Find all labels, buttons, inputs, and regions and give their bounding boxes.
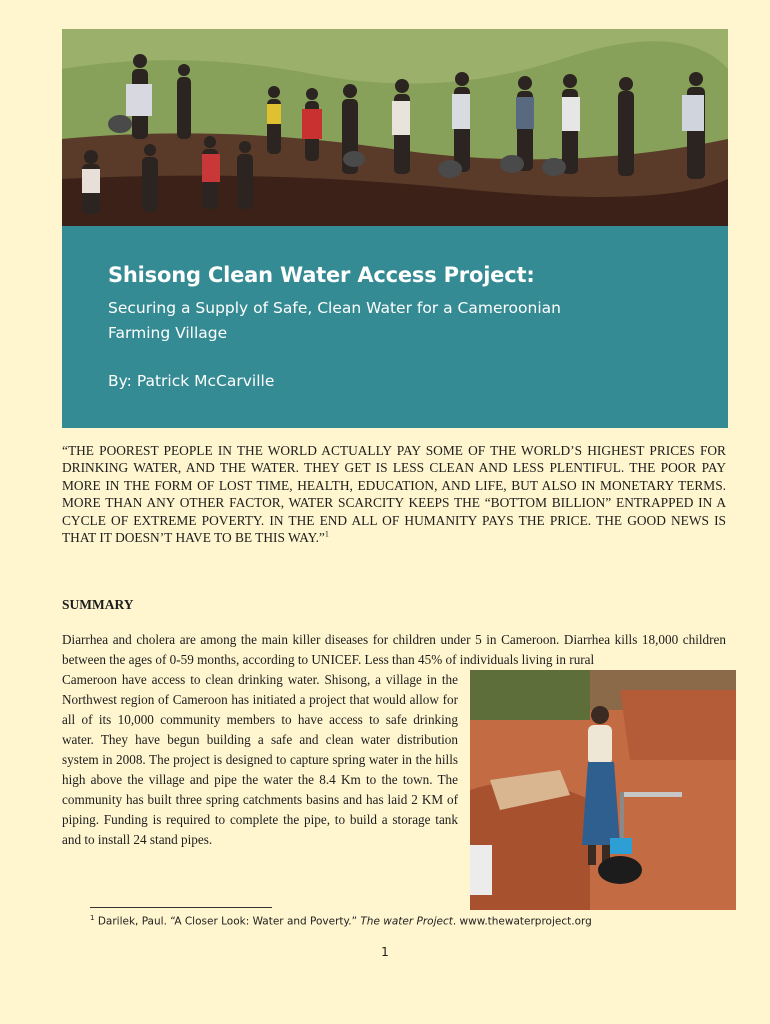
footnote-number: 1 xyxy=(90,914,95,922)
document-title: Shisong Clean Water Access Project: xyxy=(108,263,535,287)
hero-photo-illustration xyxy=(62,29,728,226)
footnote xyxy=(90,914,690,928)
summary-paragraph-top: Diarrhea and cholera are among the main killer diseases for children under 5 in Cameroon. Diarrhea kills 18,000 children between the ages of 0-59 months, according to UNICEF. Less than 45% of individuals living in rural xyxy=(62,632,726,667)
author-byline: By: Patrick McCarville xyxy=(108,372,275,390)
water-tap-photo-illustration xyxy=(470,670,736,910)
footnote-citation: Darilek, Paul. “A Closer Look: Water and Poverty.” xyxy=(97,915,361,928)
quote-text: “THE POOREST PEOPLE IN THE WORLD ACTUALLY PAY SOME OF THE WORLD’S HIGHEST PRICES FOR DRINKING WATER, AND THE WATER. THEY GET IS LESS CLEAN AND LESS PLENTIFUL. THE POOR PAY MORE IN THE FORM OF LOST TIME, HEALTH, EDUCATION, AND LIFE, BUT ALSO IN MONETARY TERMS. MORE THAN ANY OTHER FACTOR, WATER SCARCITY KEEPS THE “BOTTOM BILLION” ENTRAPPED IN A CYCLE OF EXTREME POVERTY. IN THE END ALL OF HUMANITY PAYS THE PRICE. THE GOOD NEWS IS THAT IT DOESN’T HAVE TO BE THIS WAY.” xyxy=(62,443,726,546)
footnote-reference: 1 xyxy=(324,529,329,539)
summary-paragraph-left: Cameroon have access to clean drinking water. Shisong, a village in the Northwest region of Cameroon has initiated a project that would allow for all of its 10,000 community members to have access to safe drinking water. They have begun building a safe and clean water distribution system in 2008. The project is designed to capture spring water in the hills high above the village and pipe the water the 8.4 Km to the town. The community has built three spring catchments basins and has laid 2 KM of piping. Funding is required to complete the pipe, to build a storage tank and to install 24 stand pipes. xyxy=(62,672,458,847)
page-number: 1 xyxy=(381,945,389,959)
footnote-divider xyxy=(90,907,272,908)
summary-heading: SUMMARY xyxy=(62,597,134,612)
title-banner xyxy=(62,226,728,428)
footnote-source: The water Project xyxy=(360,915,453,928)
footnote-url: . www.thewaterproject.org xyxy=(452,915,592,928)
opening-quote xyxy=(62,442,726,546)
hero-photo-villagers xyxy=(62,29,728,226)
document-subtitle: Securing a Supply of Safe, Clean Water for a Cameroonian Farming Village xyxy=(108,299,561,342)
water-tap-photo xyxy=(470,670,736,910)
